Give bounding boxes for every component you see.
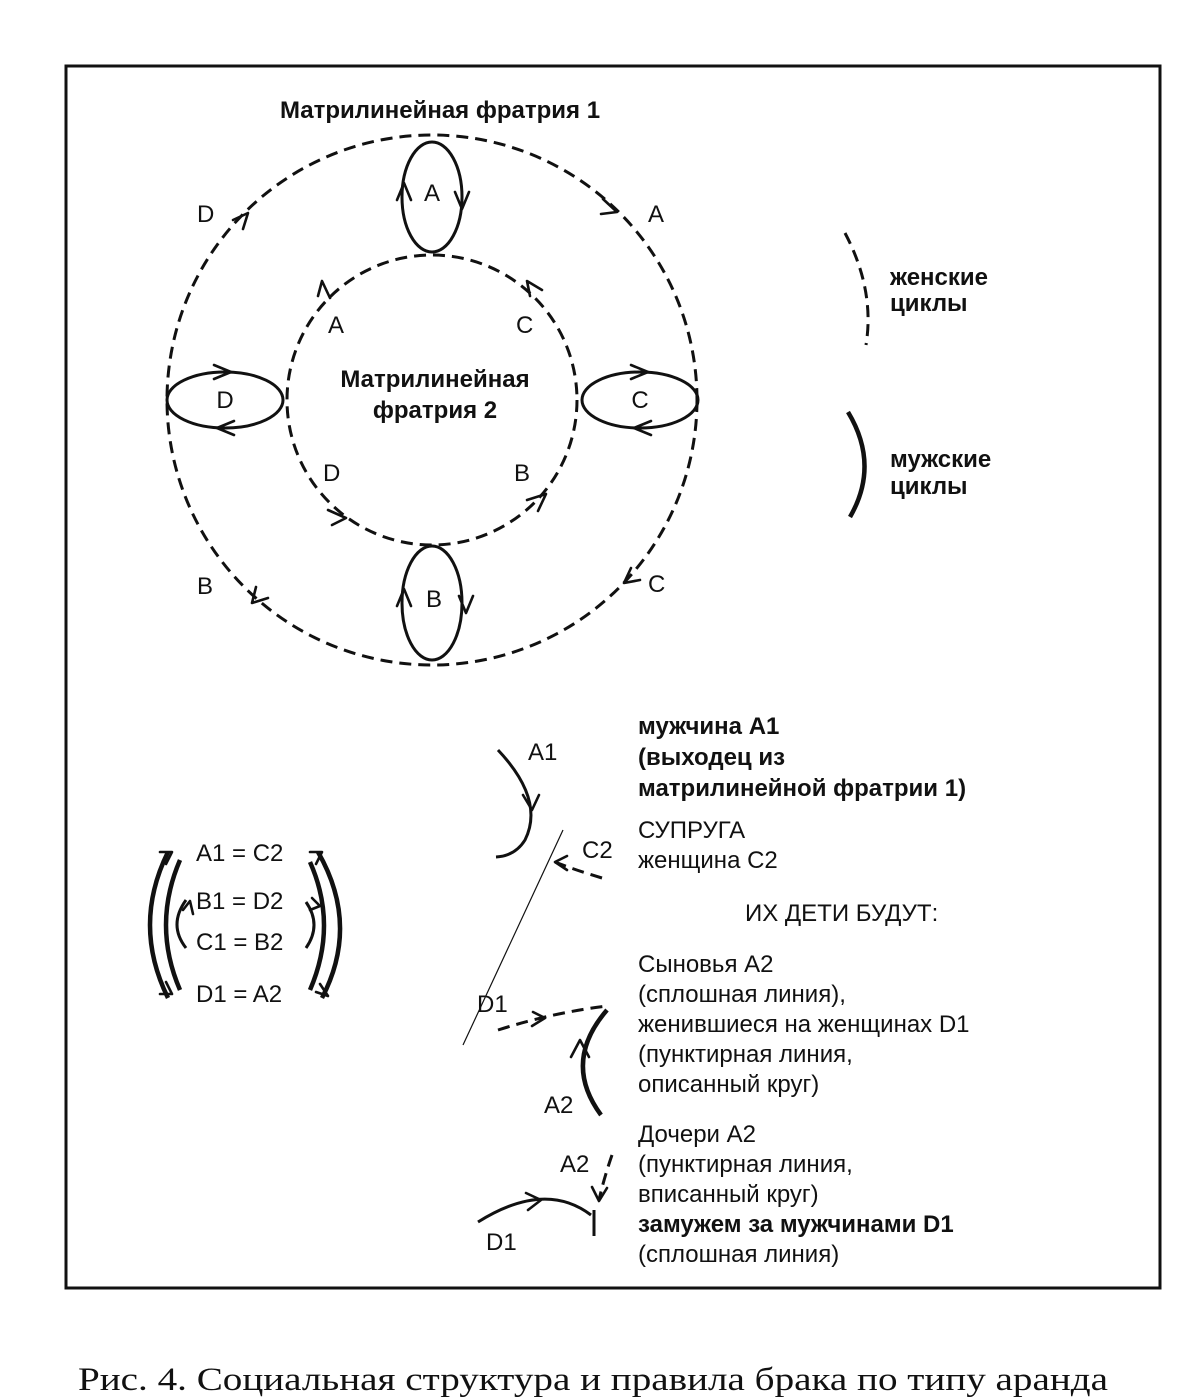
equation-3: C1 = B2 (196, 929, 284, 956)
phratry-2-title-line1: Матрилинейная (340, 366, 530, 393)
figure-caption: Рис. 4. Социальная структура и правила брака по типу аранда (78, 1362, 1109, 1398)
example-label-a2-low: A2 (560, 1151, 590, 1178)
example-man-a1-curve (496, 750, 531, 857)
legend (845, 233, 991, 517)
outer-label-bottom-left: B (197, 573, 214, 600)
daughters-text-line1: Дочери A2 (638, 1121, 756, 1148)
arrow-top-loop-up (397, 183, 411, 200)
equation-bracket-right-outer (318, 852, 340, 998)
daughters-text-line4: замужем за мужчинами D1 (638, 1211, 954, 1238)
legend-male-line2: циклы (890, 473, 968, 500)
phratry-1-title: Матрилинейная фратрия 1 (279, 97, 601, 124)
wife-text-line1: СУПРУГА (638, 817, 746, 844)
marriage-equations (150, 840, 340, 1008)
example-label-d1-bottom: D1 (486, 1229, 517, 1256)
male-loop-label-top: A (423, 180, 441, 207)
outer-label-top-right: A (648, 201, 665, 228)
man-text-line2: (выходец из (638, 744, 786, 771)
equation-2: B1 = D2 (196, 888, 284, 915)
example-daughters-a2-curve (599, 1155, 612, 1200)
legend-female-swatch (845, 233, 868, 345)
example-label-d1-top: D1 (477, 991, 508, 1018)
man-text-line3: матрилинейной фратрии 1) (638, 775, 967, 802)
phratry-2-title-line2: фратрия 2 (372, 397, 498, 424)
male-loop-label-right: C (631, 387, 649, 414)
man-text-line1: мужчина A1 (638, 713, 780, 740)
explanation-text (638, 713, 970, 1268)
example-label-c2: C2 (582, 837, 613, 864)
example-sons-a2-curve (583, 1010, 607, 1115)
sons-text-line3: женившиеся на женщинах D1 (638, 1011, 970, 1038)
daughters-text-line5: (сплошная линия) (638, 1241, 840, 1268)
equation-4: D1 = A2 (196, 981, 283, 1008)
equation-arrow-right-inner (310, 898, 320, 910)
sons-text-line2: (сплошная линия), (638, 981, 846, 1008)
daughters-text-line2: (пунктирная линия, (638, 1151, 853, 1178)
male-loop-label-bottom: B (425, 586, 443, 613)
marriage-example-schematic (463, 739, 613, 1256)
sons-text-line5: описанный круг) (638, 1071, 820, 1098)
legend-male-line1: мужские (890, 446, 992, 473)
arrow-inner-top-right (527, 281, 542, 296)
daughters-text-line3: вписанный круг) (638, 1181, 819, 1208)
phratry-circle-diagram (167, 97, 698, 665)
wife-text-line2: женщина C2 (638, 847, 778, 874)
sons-text-line1: Сыновья A2 (638, 951, 774, 978)
example-d1-dashed-curve (498, 1006, 608, 1030)
inner-label-top-right: C (516, 312, 534, 339)
arrow-bottom-loop-up (397, 589, 411, 606)
arrow-inner-bottom-left (328, 510, 346, 525)
inner-label-top-left: A (328, 312, 345, 339)
equation-bracket-right-mid (310, 862, 324, 990)
figure-frame (66, 66, 1160, 1288)
sons-text-line4: (пунктирная линия, (638, 1041, 853, 1068)
example-d1-solid-curve (478, 1199, 591, 1222)
legend-male-swatch (848, 412, 865, 517)
outer-label-top-left: D (197, 201, 215, 228)
legend-female-line1: женские (890, 264, 989, 291)
equation-1: A1 = C2 (196, 840, 284, 867)
children-heading: ИХ ДЕТИ БУДУТ: (745, 900, 939, 927)
inner-label-bottom-right: B (514, 460, 531, 487)
arrow-outer-bottom-left (252, 587, 268, 603)
example-wife-c2-curve (555, 862, 602, 878)
example-label-a2-mid: A2 (544, 1092, 574, 1119)
legend-female-line2: циклы (890, 290, 968, 317)
arrow-inner-top-left (318, 281, 330, 298)
outer-label-bottom-right: C (648, 571, 666, 598)
inner-label-bottom-left: D (323, 460, 341, 487)
example-label-a1: A1 (528, 739, 558, 766)
male-loop-label-left: D (216, 387, 234, 414)
